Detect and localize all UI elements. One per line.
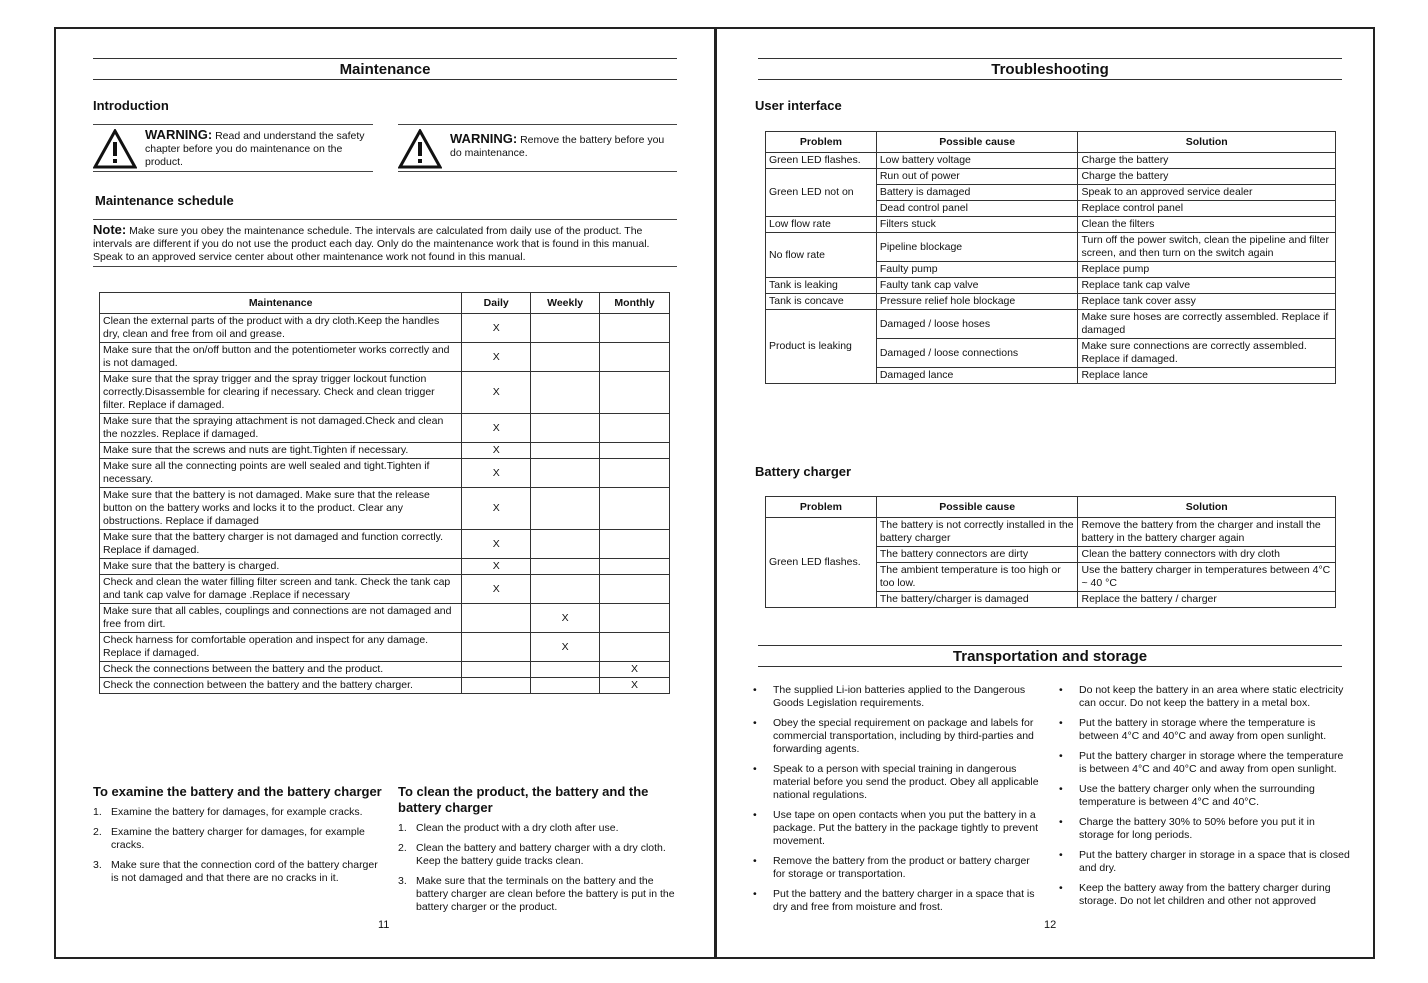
page-number-left: 11 (378, 919, 390, 931)
maintenance-task: Make sure that the spraying attachment is not damaged.Check and clean the nozzles. Replace if damaged. (100, 414, 462, 443)
interval-mark: X (462, 314, 531, 343)
cause-cell: Faulty pump (876, 262, 1078, 278)
table-row (766, 518, 1336, 547)
bullet-item-text: Use the battery charger only when the surrounding temperature is between 4°C and 40°C. (1079, 783, 1315, 808)
bullet-item-text: Put the battery in storage where the temperature is between 4°C and 40°C and away from open sunlight. (1079, 717, 1327, 742)
list-item (93, 826, 383, 852)
page-number-right: 12 (1044, 919, 1057, 931)
list-item (93, 859, 383, 885)
interval-mark (531, 314, 600, 343)
cause-cell: Pressure relief hole blockage (876, 294, 1078, 310)
bullet-icon: • (753, 809, 757, 821)
bullet-item (1059, 816, 1351, 842)
interval-mark (600, 372, 670, 414)
solution-cell: Charge the battery (1078, 169, 1336, 185)
warning-icon (398, 129, 442, 169)
bullet-item (1059, 717, 1351, 743)
bullet-item (753, 684, 1043, 710)
interval-mark: X (462, 372, 531, 414)
solution-cell: Charge the battery (1078, 153, 1336, 169)
cause-cell: Damaged / loose connections (876, 339, 1078, 368)
table-row (766, 278, 1336, 294)
cause-cell: The battery connectors are dirty (876, 547, 1078, 563)
table-row (766, 217, 1336, 233)
interval-mark (600, 530, 670, 559)
interval-mark (531, 678, 600, 694)
table-header-cell: Daily (462, 293, 531, 314)
interval-mark: X (600, 678, 670, 694)
solution-cell: Replace lance (1078, 368, 1336, 384)
bullet-item-text: Put the battery charger in storage in a space that is closed and dry. (1079, 849, 1350, 874)
maintenance-task: Make sure that the battery charger is not damaged and function correctly. Replace if damaged. (100, 530, 462, 559)
maintenance-task: Make sure that the on/off button and the potentiometer works correctly and is not damaged. (100, 343, 462, 372)
maintenance-task: Make sure that the battery is charged. (100, 559, 462, 575)
bullet-item-text: Use tape on open contacts when you put the battery in a package. Put the battery in the package tightly to prevent movement. (773, 809, 1039, 847)
table-row (100, 530, 670, 559)
problem-cell: Tank is leaking (766, 278, 877, 294)
bullet-icon: • (753, 763, 757, 775)
cause-cell: Damaged lance (876, 368, 1078, 384)
list-item-text: Clean the product with a dry cloth after use. (416, 822, 619, 834)
bullet-item (753, 717, 1043, 756)
table-row (766, 310, 1336, 339)
solution-cell: Make sure hoses are correctly assembled. Replace if damaged (1078, 310, 1336, 339)
interval-mark (600, 314, 670, 343)
maintenance-task: Make sure that the spray trigger and the spray trigger lockout function correctly.Disassemble for clearing if necessary. Check and clean trigger filter. Replace if damaged. (100, 372, 462, 414)
maintenance-task: Make sure that the battery is not damaged. Make sure that the release button on the battery works and locks it to the product. Clear any obstructions. Replace if damaged (100, 488, 462, 530)
list-item-text: Make sure that the connection cord of the battery charger is not damaged and that there are no cracks in it. (111, 859, 378, 884)
table-row (766, 169, 1336, 185)
interval-mark (531, 488, 600, 530)
bullet-icon: • (753, 717, 757, 729)
bullet-item-text: Speak to a person with special training in dangerous material before you send the product. Obey all applicable national regulations. (773, 763, 1039, 801)
bullet-item (753, 855, 1043, 881)
table-row (100, 443, 670, 459)
solution-cell: Replace pump (1078, 262, 1336, 278)
bullet-icon: • (1059, 684, 1063, 696)
interval-mark (600, 414, 670, 443)
maintenance-task: Clean the external parts of the product with a dry cloth.Keep the handles dry, clean and free from oil and grease. (100, 314, 462, 343)
cause-cell: The battery/charger is damaged (876, 592, 1078, 608)
interval-mark (531, 372, 600, 414)
interval-mark (600, 559, 670, 575)
table-row (766, 294, 1336, 310)
list-item-text: Clean the battery and battery charger with a dry cloth. Keep the battery guide tracks clean. (416, 842, 666, 867)
bullet-item (753, 763, 1043, 802)
solution-cell: Remove the battery from the charger and install the battery in the battery charger again (1078, 518, 1336, 547)
table-row (100, 633, 670, 662)
bullet-icon: • (753, 684, 757, 696)
interval-mark (600, 488, 670, 530)
interval-mark: X (462, 488, 531, 530)
interval-mark (600, 459, 670, 488)
table-header-cell: Monthly (600, 293, 670, 314)
bullet-item (1059, 750, 1351, 776)
interval-mark: X (462, 443, 531, 459)
interval-mark: X (462, 414, 531, 443)
solution-cell: Speak to an approved service dealer (1078, 185, 1336, 201)
problem-cell: Green LED flashes. (766, 518, 877, 608)
maintenance-note: Note: Make sure you obey the maintenance schedule. The intervals are calculated from daily use of the product. The intervals are different if you do not use the product each day. Only do the maintenance work that is found in this manual. Speak to an approved service center about other maintenance work not found in this manual. (93, 219, 677, 267)
warning-box-2 (398, 124, 677, 172)
table-row (100, 459, 670, 488)
interval-mark (531, 575, 600, 604)
introduction-heading: Introduction (93, 98, 169, 113)
battery-charger-heading: Battery charger (755, 464, 852, 479)
bullet-item-text: Obey the special requirement on package and labels for commercial transportation, including by third-parties and forwarding agents. (773, 717, 1034, 755)
cause-cell: Battery is damaged (876, 185, 1078, 201)
list-item-text: Examine the battery charger for damages, for example cracks. (111, 826, 365, 851)
bullet-icon: • (1059, 882, 1063, 894)
interval-mark: X (462, 575, 531, 604)
troubleshooting-title: Troubleshooting (758, 58, 1342, 80)
bullet-item-text: Keep the battery away from the battery charger during storage. Do not let children and other not approved (1079, 882, 1331, 907)
examine-heading: To examine the battery and the battery charger (93, 784, 382, 799)
solution-cell: Use the battery charger in temperatures between 4°C ~ 40 °C (1078, 563, 1336, 592)
bullet-item-text: Charge the battery 30% to 50% before you put it in storage for long periods. (1079, 816, 1315, 841)
interval-mark (531, 662, 600, 678)
bullet-item (1059, 684, 1351, 710)
maintenance-table-header (100, 293, 670, 314)
maintenance-task: Check the connections between the battery and the product. (100, 662, 462, 678)
table-header-cell: Weekly (531, 293, 600, 314)
warning-text-2: WARNING: Remove the battery before you do maintenance. (450, 131, 665, 159)
problem-cell: Product is leaking (766, 310, 877, 384)
interval-mark (600, 575, 670, 604)
table-header-cell: Problem (766, 497, 877, 518)
interval-mark (600, 443, 670, 459)
warning-box-1 (93, 124, 373, 172)
ui-table-header (766, 132, 1336, 153)
solution-cell: Clean the filters (1078, 217, 1336, 233)
maintenance-task: Make sure that the screws and nuts are tight.Tighten if necessary. (100, 443, 462, 459)
examine-list (93, 806, 383, 892)
bullet-item (1059, 849, 1351, 875)
interval-mark: X (462, 530, 531, 559)
bullet-item-text: Remove the battery from the product or battery charger for storage or transportation. (773, 855, 1030, 880)
cause-cell: The battery is not correctly installed in the battery charger (876, 518, 1078, 547)
interval-mark (600, 633, 670, 662)
interval-mark: X (531, 604, 600, 633)
bullet-icon: • (1059, 717, 1063, 729)
table-row (100, 604, 670, 633)
bullet-item-text: Put the battery and the battery charger in a space that is dry and free from moisture and frost. (773, 888, 1035, 913)
table-row (100, 314, 670, 343)
table-row (766, 233, 1336, 262)
bullet-item-text: Put the battery charger in storage where the temperature is between 4°C and 40°C and away from open sunlight. (1079, 750, 1344, 775)
table-row (100, 343, 670, 372)
interval-mark (531, 343, 600, 372)
bullet-icon: • (1059, 750, 1063, 762)
page-divider (714, 27, 717, 959)
solution-cell: Make sure connections are correctly assembled. Replace if damaged. (1078, 339, 1336, 368)
charger-table-header (766, 497, 1336, 518)
interval-mark (462, 678, 531, 694)
list-item (398, 842, 680, 868)
interval-mark (531, 443, 600, 459)
interval-mark: X (462, 559, 531, 575)
clean-heading: To clean the product, the battery and the battery charger (398, 784, 649, 815)
bullet-icon: • (1059, 849, 1063, 861)
interval-mark (462, 633, 531, 662)
list-item-text: Examine the battery for damages, for example cracks. (111, 806, 363, 818)
problem-cell: No flow rate (766, 233, 877, 278)
solution-cell: Turn off the power switch, clean the pipeline and filter screen, and then turn on the switch again (1078, 233, 1336, 262)
interval-mark (600, 604, 670, 633)
user-interface-heading: User interface (755, 98, 842, 113)
interval-mark (531, 530, 600, 559)
list-number: 1. (93, 806, 102, 818)
interval-mark (531, 414, 600, 443)
problem-cell: Tank is concave (766, 294, 877, 310)
interval-mark: X (462, 459, 531, 488)
table-header-cell: Solution (1078, 132, 1336, 153)
interval-mark (531, 559, 600, 575)
problem-cell: Low flow rate (766, 217, 877, 233)
user-interface-table (765, 131, 1336, 384)
table-header-cell: Possible cause (876, 132, 1078, 153)
maintenance-table (99, 292, 670, 694)
maintenance-task: Check harness for comfortable operation and inspect for any damage. Replace if damaged. (100, 633, 462, 662)
table-row (100, 488, 670, 530)
list-number: 2. (93, 826, 102, 838)
bullet-item-text: The supplied Li-ion batteries applied to the Dangerous Goods Legislation requirements. (773, 684, 1026, 709)
warning-icon (93, 129, 137, 169)
maintenance-title: Maintenance (93, 58, 677, 80)
solution-cell: Replace the battery / charger (1078, 592, 1336, 608)
solution-cell: Clean the battery connectors with dry cloth (1078, 547, 1336, 563)
bullet-icon: • (1059, 783, 1063, 795)
table-row (100, 662, 670, 678)
list-number: 3. (398, 875, 407, 887)
interval-mark (462, 662, 531, 678)
interval-mark (462, 604, 531, 633)
cause-cell: Dead control panel (876, 201, 1078, 217)
table-row (100, 575, 670, 604)
interval-mark (531, 459, 600, 488)
cause-cell: Pipeline blockage (876, 233, 1078, 262)
table-header-cell: Problem (766, 132, 877, 153)
table-row (766, 153, 1336, 169)
problem-cell: Green LED not on (766, 169, 877, 217)
bullet-item (753, 888, 1043, 914)
interval-mark (600, 343, 670, 372)
cause-cell: Damaged / loose hoses (876, 310, 1078, 339)
cause-cell: Filters stuck (876, 217, 1078, 233)
battery-charger-table (765, 496, 1336, 608)
bullet-item (753, 809, 1043, 848)
transport-list-left (753, 684, 1043, 921)
interval-mark: X (600, 662, 670, 678)
cause-cell: Run out of power (876, 169, 1078, 185)
list-item-text: Make sure that the terminals on the battery and the battery charger are clean before the battery is put in the battery charger or the product. (416, 875, 675, 913)
schedule-heading: Maintenance schedule (95, 193, 234, 208)
maintenance-task: Make sure that all cables, couplings and connections are not damaged and free from dirt. (100, 604, 462, 633)
solution-cell: Replace tank cover assy (1078, 294, 1336, 310)
table-row (100, 678, 670, 694)
list-item (398, 875, 680, 914)
transport-title: Transportation and storage (758, 645, 1342, 667)
solution-cell: Replace control panel (1078, 201, 1336, 217)
cause-cell: The ambient temperature is too high or too low. (876, 563, 1078, 592)
bullet-icon: • (1059, 816, 1063, 828)
transport-list-right (1059, 684, 1351, 915)
cause-cell: Faulty tank cap valve (876, 278, 1078, 294)
warning-text-1: WARNING: Read and understand the safety chapter before you do maintenance on the product. (145, 127, 365, 168)
bullet-icon: • (753, 855, 757, 867)
table-row (100, 559, 670, 575)
bullet-item (1059, 783, 1351, 809)
list-number: 1. (398, 822, 407, 834)
table-header-cell: Solution (1078, 497, 1336, 518)
table-header-cell: Maintenance (100, 293, 462, 314)
problem-cell: Green LED flashes. (766, 153, 877, 169)
cause-cell: Low battery voltage (876, 153, 1078, 169)
list-item (93, 806, 383, 819)
list-number: 3. (93, 859, 102, 871)
maintenance-task: Check and clean the water filling filter screen and tank. Check the tank cap and tank cap valve for damage .Replace if necessary (100, 575, 462, 604)
bullet-icon: • (753, 888, 757, 900)
maintenance-task: Check the connection between the battery and the battery charger. (100, 678, 462, 694)
bullet-item-text: Do not keep the battery in an area where static electricity can occur. Do not keep the battery in a metal box. (1079, 684, 1344, 709)
table-header-cell: Possible cause (876, 497, 1078, 518)
interval-mark: X (462, 343, 531, 372)
table-row (100, 414, 670, 443)
list-item (398, 822, 680, 835)
clean-list (398, 822, 680, 921)
solution-cell: Replace tank cap valve (1078, 278, 1336, 294)
table-row (100, 372, 670, 414)
list-number: 2. (398, 842, 407, 854)
bullet-item (1059, 882, 1351, 908)
maintenance-task: Make sure all the connecting points are well sealed and tight.Tighten if necessary. (100, 459, 462, 488)
interval-mark: X (531, 633, 600, 662)
